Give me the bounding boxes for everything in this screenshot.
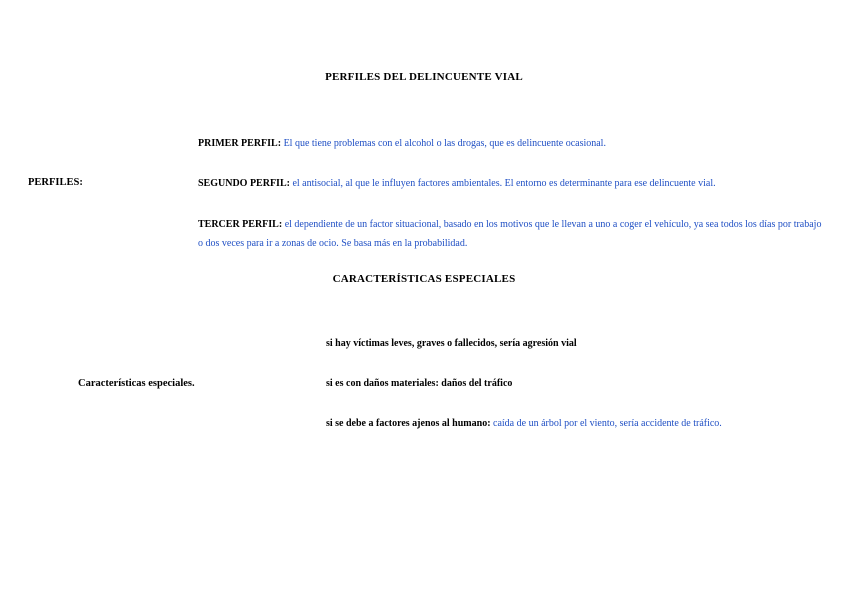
perfil-item-segundo [198, 174, 828, 193]
caracteristica-item [326, 414, 826, 433]
caracteristica-item-lead: si se debe a factores ajenos al humano: [326, 418, 491, 429]
perfil-item-text: el dependiente de un factor situacional, basado en los motivos que le llevan a uno a coger el vehículo, ya sea todos los días por trabajo o dos veces para ir a zonas de ocio. Se basa más en la probabilidad. [198, 219, 822, 249]
caracteristica-item-lead: si hay víctimas leves, graves o fallecidos, sería agresión vial [326, 338, 577, 349]
perfil-item-text: el antisocial, al que le influyen factores ambientales. El entorno es determinante para ese delincuente vial. [289, 178, 716, 189]
section-heading: CARACTERÍSTICAS ESPECIALES [332, 273, 516, 285]
perfil-item-lead: TERCER PERFIL: [198, 219, 283, 230]
caracteristica-item [326, 334, 826, 353]
perfil-item-tercer [198, 215, 828, 253]
perfil-item-text: El que tiene problemas con el alcohol o las drogas, que es delincuente ocasional. [281, 138, 606, 149]
caracteristica-item [326, 374, 826, 393]
caracteristica-item-lead: si es con daños materiales: daños del tráfico [326, 378, 513, 389]
perfil-item-lead: SEGUNDO PERFIL: [198, 178, 290, 189]
perfil-item-primer [198, 134, 828, 153]
perfil-item-lead: PRIMER PERFIL: [198, 138, 282, 149]
page-title: PERFILES DEL DELINCUENTE VIAL [325, 71, 523, 83]
caracteristicas-label: Características especiales. [78, 378, 195, 389]
caracteristica-item-text: caída de un árbol por el viento, sería accidente de tráfico. [490, 418, 722, 429]
perfiles-label: PERFILES: [28, 177, 83, 188]
